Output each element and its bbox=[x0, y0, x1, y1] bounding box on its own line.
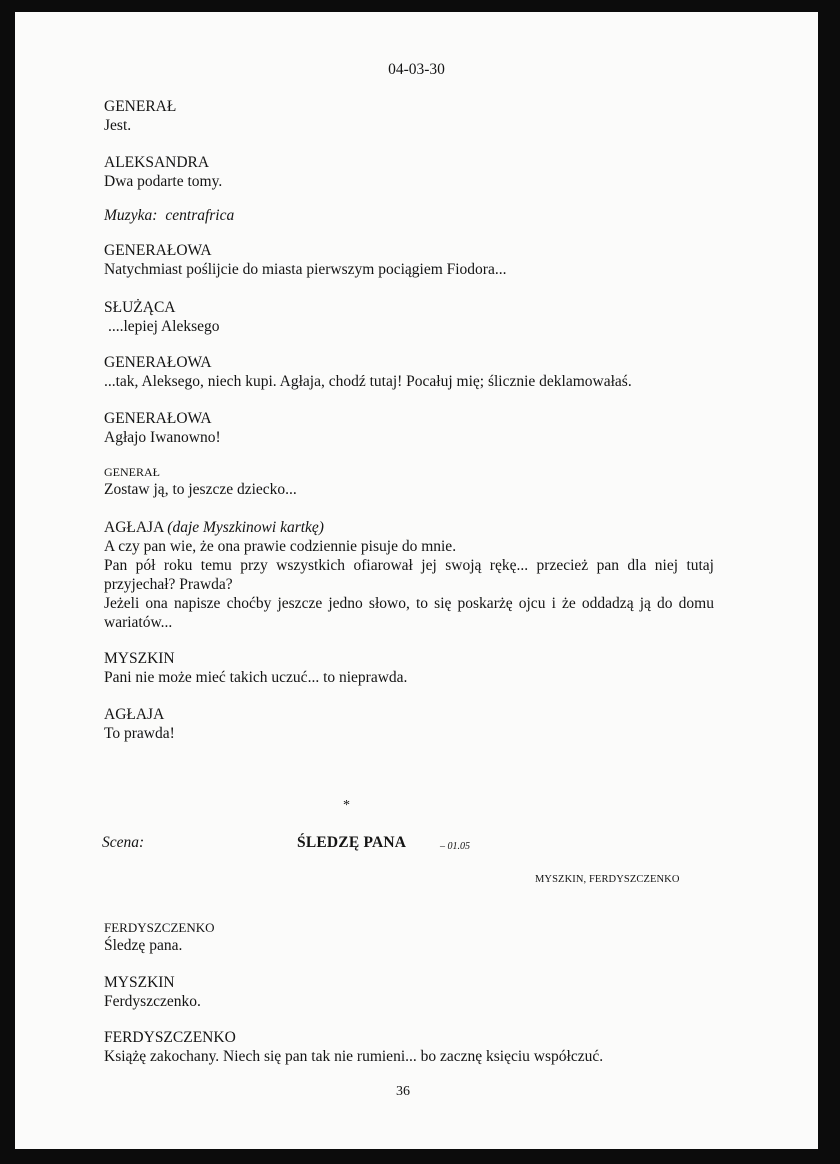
music-title: centrafrica bbox=[165, 207, 235, 224]
speaker-name: GENERAŁOWA bbox=[104, 354, 212, 371]
script-page bbox=[15, 12, 818, 1149]
speaker-name: SŁUŻĄCA bbox=[104, 299, 176, 316]
dialogue-block bbox=[104, 973, 714, 1011]
music-cue bbox=[104, 206, 714, 225]
scene-label: Scena: bbox=[102, 834, 145, 851]
dialogue-block bbox=[104, 353, 714, 391]
dialogue-line: Dwa podarte tomy. bbox=[104, 173, 223, 190]
dialogue-block bbox=[104, 920, 714, 955]
page-number: 36 bbox=[396, 1084, 410, 1099]
dialogue-line: Pan pół roku temu przy wszystkich ofiarował jej swoją rękę... przecież pan dla niej tutaj przyjechał? Prawda? bbox=[104, 557, 714, 593]
speaker-name: MYSZKIN bbox=[104, 650, 175, 667]
scene-time: – 01.05 bbox=[440, 841, 470, 852]
dialogue-block bbox=[104, 649, 714, 687]
speaker-line bbox=[104, 518, 714, 537]
dialogue-block bbox=[104, 241, 714, 279]
dialogue-block bbox=[104, 153, 714, 191]
dialogue-line: Śledzę pana. bbox=[104, 937, 183, 954]
speaker-name: GENERAŁ bbox=[104, 465, 160, 479]
scene-characters: MYSZKIN, FERDYSZCZENKO bbox=[535, 874, 680, 885]
dialogue-line: Pani nie może mieć takich uczuć... to nieprawda. bbox=[104, 669, 408, 686]
speaker-name: MYSZKIN bbox=[104, 974, 175, 991]
speaker-name: AGŁAJA bbox=[104, 519, 164, 536]
dialogue-line: Jeżeli ona napisze choćby jeszcze jedno słowo, to się poskarżę ojcu i że oddadzą ją do domu wariatów... bbox=[104, 595, 714, 631]
dialogue-block bbox=[104, 464, 714, 499]
dialogue-block bbox=[104, 97, 714, 135]
dialogue-block bbox=[104, 518, 714, 632]
page-date: 04-03-30 bbox=[388, 61, 445, 78]
dialogue-block bbox=[104, 409, 714, 447]
speaker-name: GENERAŁ bbox=[104, 98, 177, 115]
dialogue-line: Ferdyszczenko. bbox=[104, 993, 201, 1010]
dialogue-line: Jest. bbox=[104, 117, 132, 134]
dialogue-line: To prawda! bbox=[104, 725, 175, 742]
speaker-name: ALEKSANDRA bbox=[104, 154, 210, 171]
dialogue-line: Agłajo Iwanowno! bbox=[104, 429, 221, 446]
speaker-name: AGŁAJA bbox=[104, 706, 165, 723]
dialogue-block bbox=[104, 1028, 714, 1066]
speaker-name: FERDYSZCZENKO bbox=[104, 1029, 236, 1046]
dialogue-line: ....lepiej Aleksego bbox=[108, 318, 220, 335]
dialogue-block bbox=[104, 705, 714, 743]
dialogue-line: Zostaw ją, to jeszcze dziecko... bbox=[104, 481, 297, 498]
speaker-name: GENERAŁOWA bbox=[104, 242, 212, 259]
scene-separator: * bbox=[343, 798, 350, 813]
dialogue-line: ...tak, Aleksego, niech kupi. Agłaja, chodź tutaj! Pocałuj mię; ślicznie deklamowałaś. bbox=[104, 373, 632, 390]
dialogue-block bbox=[104, 298, 714, 336]
dialogue-line: Książę zakochany. Niech się pan tak nie rumieni... bo zacznę księciu współczuć. bbox=[104, 1048, 604, 1065]
speaker-name: FERDYSZCZENKO bbox=[104, 920, 215, 935]
speaker-name: GENERAŁOWA bbox=[104, 410, 212, 427]
scene-title: ŚLEDZĘ PANA bbox=[297, 834, 407, 851]
dialogue-line: A czy pan wie, że ona prawie codziennie pisuje do mnie. bbox=[104, 538, 457, 555]
dialogue-line: Natychmiast poślijcie do miasta pierwszym pociągiem Fiodora... bbox=[104, 261, 507, 278]
music-label: Muzyka: bbox=[104, 207, 158, 224]
stage-direction: (daje Myszkinowi kartkę) bbox=[167, 519, 324, 536]
